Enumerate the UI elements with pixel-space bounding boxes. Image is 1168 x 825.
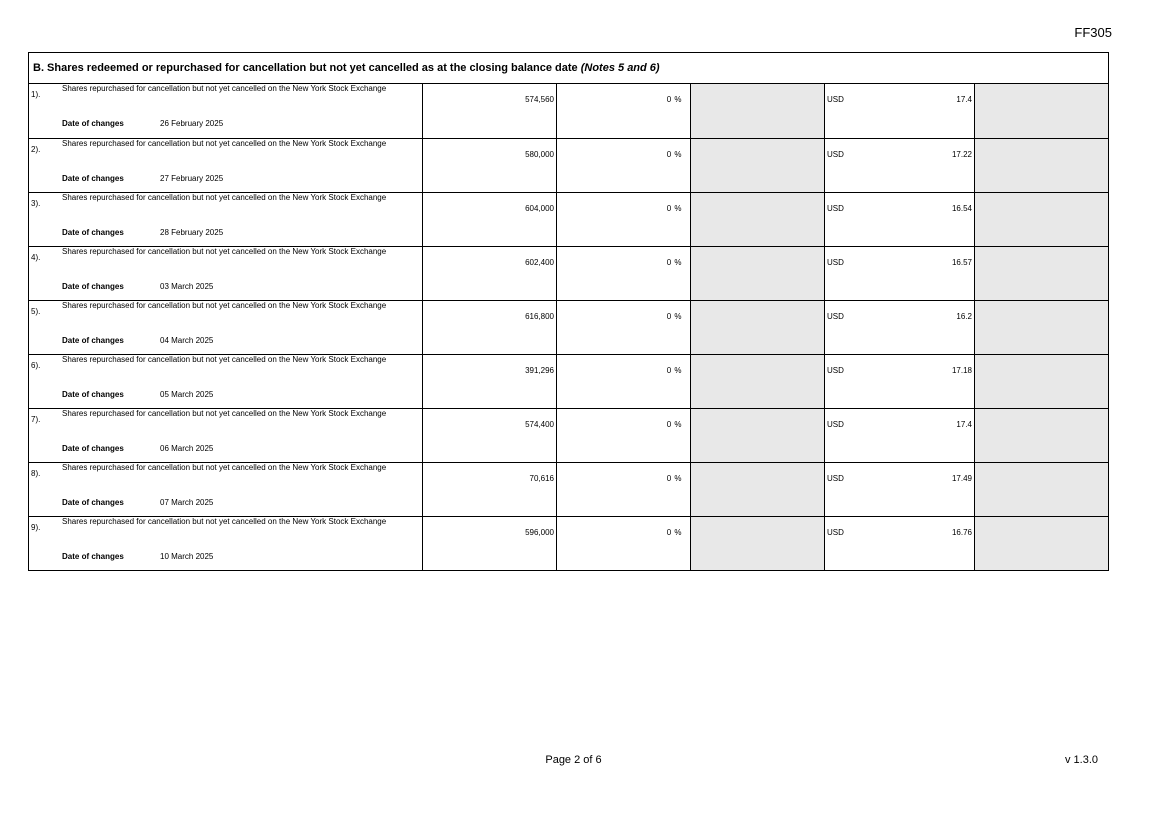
shares-count: 596,000 [525,527,554,537]
shares-cell [423,516,557,570]
blank-grey-cell [691,138,825,192]
shares-cell [423,462,557,516]
price-value: 17.4 [956,419,972,429]
shares-count: 574,400 [525,419,554,429]
date-of-changes-value: 05 March 2025 [160,389,214,399]
price-value: 17.22 [951,149,972,159]
row-description: Shares repurchased for cancellation but not yet cancelled on the New York Stock Exchange [62,462,387,472]
blank-grey-cell-end [975,84,1109,138]
blank-grey-cell-end [975,192,1109,246]
blank-grey-cell-end [975,354,1109,408]
percent-cell [557,300,691,354]
shares-cell [423,192,557,246]
row-index: 3). [31,198,41,208]
row-index: 8). [31,468,41,478]
date-of-changes-label: Date of changes [62,119,124,128]
table-row [29,354,1108,408]
price-cell [825,300,975,354]
currency-code: USD [827,257,844,267]
section-title-text: B. Shares redeemed or repurchased for cancellation but not yet cancelled as at the closing balance date [33,62,578,74]
shares-cell [423,246,557,300]
blank-grey-cell [691,246,825,300]
table-row [29,246,1108,300]
price-value: 17.18 [951,365,972,375]
row-description: Shares repurchased for cancellation but not yet cancelled on the New York Stock Exchange [62,408,387,418]
form-code: FF305 [1074,25,1112,40]
page-number: Page 2 of 6 [545,754,602,766]
row-index: 4). [31,252,41,262]
date-of-changes-label: Date of changes [62,551,124,561]
price-value: 16.2 [956,311,972,321]
percent-value: 0 % [666,149,682,159]
percent-cell [557,246,691,300]
date-of-changes-value: 03 March 2025 [160,281,214,291]
blank-grey-cell [691,354,825,408]
date-of-changes-label: Date of changes [62,173,124,183]
shares-count: 604,000 [525,203,554,213]
blank-grey-cell-end [975,462,1109,516]
shares-count: 602,400 [525,257,554,267]
description-cell [29,84,423,138]
date-of-changes-value: 10 March 2025 [160,551,214,561]
blank-grey-cell [691,84,825,138]
row-description: Shares repurchased for cancellation but not yet cancelled on the New York Stock Exchange [62,192,387,202]
shares-count: 70,616 [529,473,554,483]
version-label: v 1.3.0 [1064,754,1098,766]
percent-value: 0 % [666,257,682,267]
blank-grey-cell [691,462,825,516]
row-index: 5). [31,306,41,316]
shares-cell [423,84,557,138]
currency-code: USD [827,149,844,159]
table-row [29,516,1108,570]
currency-code: USD [827,527,844,537]
date-of-changes-label: Date of changes [62,443,124,453]
price-value: 16.76 [951,527,972,537]
percent-cell [557,138,691,192]
date-of-changes-value: 06 March 2025 [160,443,214,453]
description-cell [29,462,423,516]
percent-cell [557,516,691,570]
percent-cell [557,354,691,408]
shares-cell [423,354,557,408]
price-cell [825,138,975,192]
description-cell [29,300,423,354]
row-index: 6). [31,360,41,370]
description-cell [29,192,423,246]
price-cell [825,516,975,570]
blank-grey-cell [691,516,825,570]
percent-cell [557,462,691,516]
currency-code: USD [827,473,844,483]
table-row [29,408,1108,462]
blank-grey-cell [691,300,825,354]
percent-value: 0 % [666,365,682,375]
price-cell [825,408,975,462]
row-description: Shares repurchased for cancellation but not yet cancelled on the New York Stock Exchange [62,84,387,93]
blank-grey-cell-end [975,516,1109,570]
shares-count: 574,560 [525,95,554,104]
price-cell [825,462,975,516]
price-value: 17.4 [956,95,972,104]
blank-grey-cell-end [975,408,1109,462]
shares-table-frame [28,52,1109,571]
percent-value: 0 % [666,473,682,483]
shares-cell [423,300,557,354]
row-description: Shares repurchased for cancellation but not yet cancelled on the New York Stock Exchange [62,516,387,526]
date-of-changes-label: Date of changes [62,227,124,237]
price-cell [825,354,975,408]
row-index: 2). [31,144,41,154]
price-cell [825,192,975,246]
currency-code: USD [827,419,844,429]
row-description: Shares repurchased for cancellation but not yet cancelled on the New York Stock Exchange [62,300,387,310]
description-cell [29,516,423,570]
date-of-changes-label: Date of changes [62,497,124,507]
percent-value: 0 % [666,419,682,429]
percent-cell [557,192,691,246]
table-row [29,462,1108,516]
price-value: 17.49 [951,473,972,483]
description-cell [29,138,423,192]
blank-grey-cell-end [975,246,1109,300]
description-cell [29,354,423,408]
table-row [29,84,1108,138]
percent-cell [557,84,691,138]
row-index: 9). [31,522,41,532]
blank-grey-cell [691,408,825,462]
blank-grey-cell [691,192,825,246]
date-of-changes-value: 04 March 2025 [160,335,214,345]
shares-cell [423,138,557,192]
currency-code: USD [827,311,844,321]
date-of-changes-label: Date of changes [62,281,124,291]
percent-value: 0 % [666,311,682,321]
currency-code: USD [827,95,844,104]
price-cell [825,84,975,138]
row-index: 1). [31,90,41,99]
shares-cell [423,408,557,462]
currency-code: USD [827,365,844,375]
percent-cell [557,408,691,462]
price-value: 16.57 [951,257,972,267]
row-description: Shares repurchased for cancellation but not yet cancelled on the New York Stock Exchange [62,138,387,148]
shares-count: 616,800 [525,311,554,321]
table-row [29,192,1108,246]
shares-table [29,84,1108,570]
table-row [29,300,1108,354]
table-row [29,138,1108,192]
description-cell [29,246,423,300]
row-description: Shares repurchased for cancellation but not yet cancelled on the New York Stock Exchange [62,354,387,364]
shares-count: 580,000 [525,149,554,159]
date-of-changes-label: Date of changes [62,389,124,399]
date-of-changes-value: 26 February 2025 [160,119,224,128]
row-description: Shares repurchased for cancellation but not yet cancelled on the New York Stock Exchange [62,246,387,256]
date-of-changes-label: Date of changes [62,335,124,345]
description-cell [29,408,423,462]
row-index: 7). [31,414,41,424]
section-notes: (Notes 5 and 6) [580,62,660,74]
currency-code: USD [827,203,844,213]
percent-value: 0 % [666,527,682,537]
percent-value: 0 % [666,95,682,104]
price-cell [825,246,975,300]
date-of-changes-value: 07 March 2025 [160,497,214,507]
percent-value: 0 % [666,203,682,213]
shares-count: 391,296 [525,365,554,375]
blank-grey-cell-end [975,300,1109,354]
price-value: 16.54 [951,203,972,213]
date-of-changes-value: 27 February 2025 [160,173,224,183]
date-of-changes-value: 28 February 2025 [160,227,224,237]
blank-grey-cell-end [975,138,1109,192]
section-title [29,53,1108,84]
